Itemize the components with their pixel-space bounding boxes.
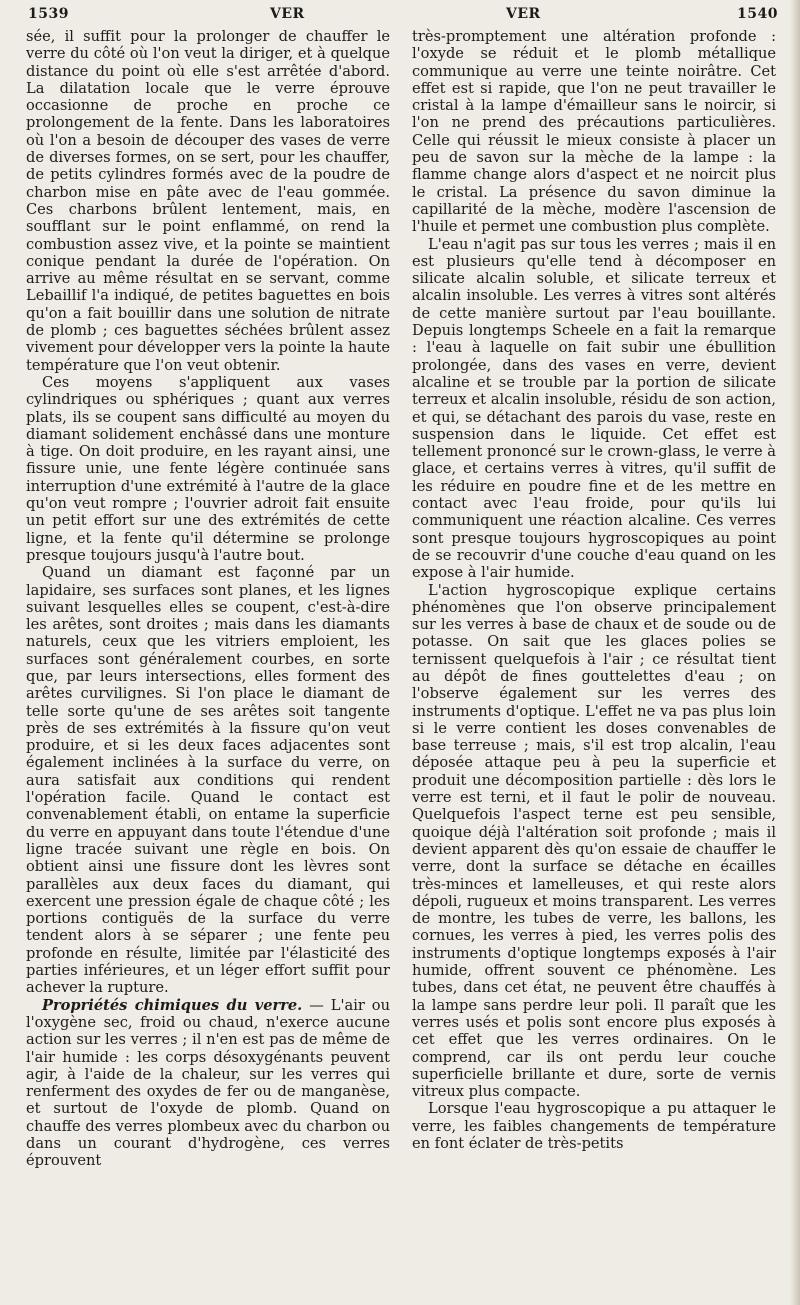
header-word-left: VER [270,6,305,22]
paragraph: Quand un diamant est façonné par un lapidaire, ses surfaces sont planes, et les lignes suivant lesquelles elles se coupent, c'est-à-dire les arêtes, sont droites ; mais dans les diamants naturels, ceux que les vitriers emploient, les surfaces sont généralement courbes, en sorte que, par leurs intersections, elles forment des arêtes curvilignes. Si l'on place le diamant de telle sorte qu'une de ses arêtes soit tangente près de ses extrémités à la fissure qu'on veut produire, et si les deux faces adjacentes sont également inclinées à la surface du verre, on aura satisfait aux conditions qui rendent l'opération facile. Quand le contact est convenablement établi, on entame la superficie du verre en appuyant dans toute l'étendue d'une ligne tracée suivant une règle en bois. On obtient ainsi une fissure dont les lèvres sont parallèles aux deux faces du diamant, qui exercent une pression égale de chaque côté ; les portions contiguës de la surface du verre tendent alors à se séparer ; une fente peu profonde en résulte, limitée par l'élasticité des parties inférieures, et un léger effort suffit pour achever la rupture. [26,564,390,997]
paragraph-text: — L'air ou l'oxygène sec, froid ou chaud, n'exerce aucune action sur les verres ; il n'en est pas de même de l'air humide : les corps désoxygénants peuvent agir, à l'aide de la chaleur, sur les verres qui renferment des oxydes de fer ou de manganèse, et surtout de l'oxyde de plomb. Quand on chauffe des verres plombeux avec du charbon ou dans un courant d'hydrogène, ces verres éprouvent [26,996,390,1170]
page-number-left: 1539 [28,6,69,22]
page-edge-shadow [790,0,800,1305]
text-column-right [412,28,776,1298]
paragraph: très-promptement une altération profonde : l'oxyde se réduit et le plomb métallique communique au verre une teinte noirâtre. Cet effet est si rapide, que l'on ne peut travailler le cristal à la lampe d'émailleur sans le noircir, si l'on ne prend des précautions particulières. Celle qui réussit le mieux consiste à placer un peu de savon sur la mèche de la lampe : la flamme change alors d'aspect et ne noircit plus le cristal. La présence du savon diminue la capillarité de la mèche, modère l'ascension de l'huile et permet une combustion plus complète. [412,28,776,236]
paragraph [26,997,390,1170]
page-number-right: 1540 [737,6,778,22]
paragraph: Lorsque l'eau hygroscopique a pu attaquer le verre, les faibles changements de température en font éclater de très-petits [412,1100,776,1152]
paragraph: L'action hygroscopique explique certains phénomènes que l'on observe principalement sur les verres à base de chaux et de soude ou de potasse. On sait que les glaces polies se ternissent quelquefois à l'air ; ce résultat tient au dépôt de fines gouttelettes d'eau ; on l'observe également sur les verres des instruments d'optique. L'effet ne va pas plus loin si le verre contient les doses convenables de base terreuse ; mais, s'il est trop alcalin, l'eau déposée attaque peu à peu la superficie et produit une décomposition partielle : dès lors le verre est terni, et il faut le polir de nouveau. Quelquefois l'aspect terne est peu sensible, quoique déjà l'altération soit profonde ; mais il devient apparent dès qu'on essaie de chauffer le verre, dont la surface se détache en écailles très-minces et lamelleuses, et qui reste alors dépoli, rugueux et moins transparent. Les verres de montre, les tubes de verre, les ballons, les cornues, les verres à pied, les verres polis des instruments d'optique longtemps exposés à l'air humide, offrent souvent ce phénomène. Les tubes, dans cet état, ne peuvent être chauffés à la lampe sans perdre leur poli. Il paraît que les verres usés et polis sont encore plus exposés à cet effet que les verres ordinaires. On le comprend, car ils ont perdu leur couche superficielle brillante et dure, sorte de vernis vitreux plus compacte. [412,581,776,1101]
section-title: Propriétés chimiques du verre. [42,996,303,1014]
paragraph: L'eau n'agit pas sur tous les verres ; mais il en est plusieurs qu'elle tend à décomposer en silicate alcalin soluble, et silicate terreux et alcalin insoluble. Les verres à vitres sont altérés de cette manière surtout par l'eau bouillante. Depuis longtemps Scheele en a fait la remarque : l'eau à laquelle on fait subir une ébullition prolongée, dans des vases en verre, devient alcaline et se trouble par la portion de silicate terreux et alcalin insoluble, résidu de son action, et qui, se détachant des parois du vase, reste en suspension dans le liquide. Cet effet est tellement prononcé sur le crown-glass, le verre à glace, et certains verres à vitres, qu'il suffit de les réduire en poudre fine et de les mettre en contact avec l'eau froide, pour qu'ils lui communiquent une réaction alcaline. Ces verres sont presque toujours hygroscopiques au point de se recouvrir d'une couche d'eau quand on les expose à l'air humide. [412,235,776,582]
header-word-right: VER [506,6,541,22]
paragraph: sée, il suffit pour la prolonger de chauffer le verre du côté où l'on veut la diriger, et à quelque distance du point où elle s'est arrêtée d'abord. La dilatation locale que le verre éprouve occasionne de proche en proche ce prolongement de la fente. Dans les laboratoires où l'on a besoin de découper des vases de verre de diverses formes, on se sert, pour les chauffer, de petits cylindres formés avec de la poudre de charbon mise en pâte avec de l'eau gommée. Ces charbons brûlent lentement, mais, en soufflant sur le point enflammé, on rend la combustion assez vive, et la pointe se maintient conique pendant la durée de l'opération. On arrive au même résultat en se servant, comme Lebaillif l'a indiqué, de petites baguettes en bois qu'on a fait bouillir dans une solution de nitrate de plomb ; ces baguettes séchées brûlent assez vivement pour développer vers la pointe la haute température que l'on veut obtenir. [26,28,390,374]
text-column-left [26,28,390,1298]
paragraph: Ces moyens s'appliquent aux vases cylindriques ou sphériques ; quant aux verres plats, ils se coupent sans difficulté au moyen du diamant solidement enchâssé dans une monture à tige. On doit produire, en les rayant ainsi, une fissure unie, une fente légère continuée sans interruption d'une extrémité à l'autre de la glace qu'on veut rompre ; l'ouvrier adroit fait ensuite un petit effort sur une des extrémités de cette ligne, et la fente qu'il détermine se prolonge presque toujours jusqu'à l'autre bout. [26,373,390,564]
running-header [28,6,778,28]
